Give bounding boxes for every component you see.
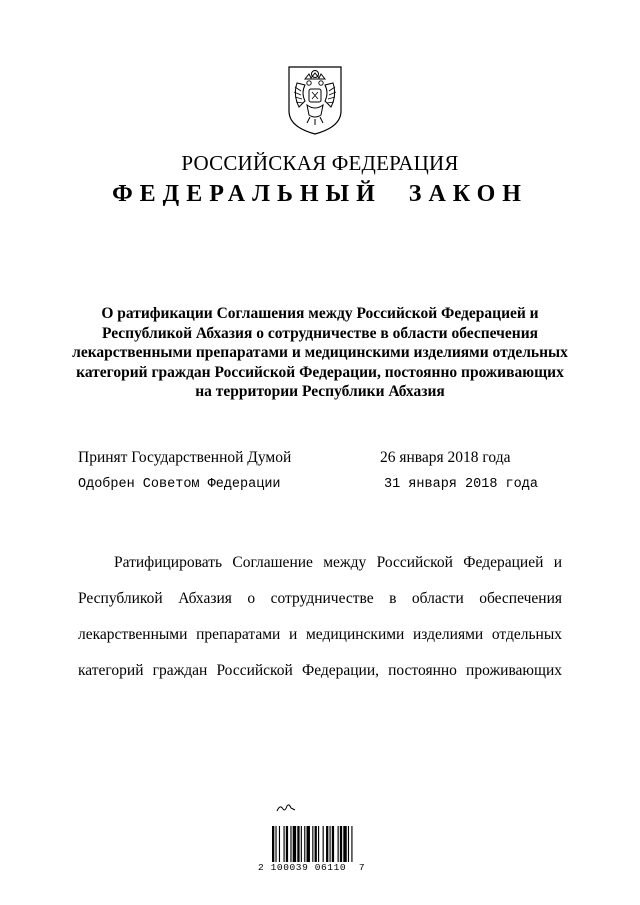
law-title-line: О ратификации Соглашения между Российской Федерацией и — [101, 305, 539, 322]
body-text-line: Республикой Абхазия о сотрудничестве в области обеспечения — [78, 590, 562, 607]
barcode-bar — [307, 826, 310, 862]
barcode-bar — [272, 826, 274, 862]
barcode-bar — [315, 826, 317, 862]
law-title-line: категорий граждан Российской Федерации, постоянно проживающих — [76, 363, 564, 381]
barcode-bar — [279, 826, 280, 862]
duma-adoption-label: Принят Государственной Думой — [78, 449, 292, 466]
barcode-bar — [326, 826, 328, 862]
barcode-bar — [351, 826, 352, 862]
law-type-heading: ФЕДЕРАЛЬНЫЙ ЗАКОН — [112, 181, 528, 207]
body-text-line: Ратифицировать Соглашение между Российской Федерацией и — [114, 554, 562, 571]
body-text-line: категорий граждан Российской Федерации, постоянно проживающих — [78, 662, 562, 679]
barcode-bar — [284, 826, 285, 862]
barcode-bar — [301, 826, 302, 862]
barcode-bar — [293, 826, 296, 862]
barcode-bar — [286, 826, 288, 862]
council-approval-label: Одобрен Советом Федерации — [78, 477, 281, 492]
coat-of-arms-icon — [283, 61, 347, 137]
country-name: РОССИЙСКАЯ ФЕДЕРАЦИЯ — [181, 151, 459, 175]
body-text-line: лекарственными препаратами и медицинскими изделиями отдельных — [78, 626, 562, 643]
barcode-bar — [338, 826, 339, 862]
council-approval-date: 31 января 2018 года — [384, 477, 538, 492]
law-title — [60, 304, 580, 402]
barcode-bar — [343, 826, 346, 862]
barcode-icon — [270, 806, 380, 866]
barcode-bar — [332, 826, 334, 862]
barcode-bar — [304, 826, 305, 862]
barcode-bar — [348, 826, 349, 862]
barcode-bar — [330, 826, 331, 862]
barcode-bar — [318, 826, 319, 862]
barcode-bar — [340, 826, 342, 862]
law-title-line: на территории Республики Абхазия — [195, 383, 445, 400]
barcode-bar — [290, 826, 291, 862]
duma-adoption-date: 26 января 2018 года — [380, 449, 511, 466]
barcode-bar — [312, 826, 313, 862]
law-title-line: лекарственными препаратами и медицинскими изделиями отдельных — [72, 344, 568, 361]
law-title-line: Республикой Абхазия о сотрудничестве в области обеспечения — [101, 324, 539, 342]
barcode-bar — [297, 826, 299, 862]
barcode-bar — [275, 826, 276, 862]
barcode-number: 2 100039 06110 7 — [258, 862, 366, 873]
barcode-bar — [323, 826, 324, 862]
